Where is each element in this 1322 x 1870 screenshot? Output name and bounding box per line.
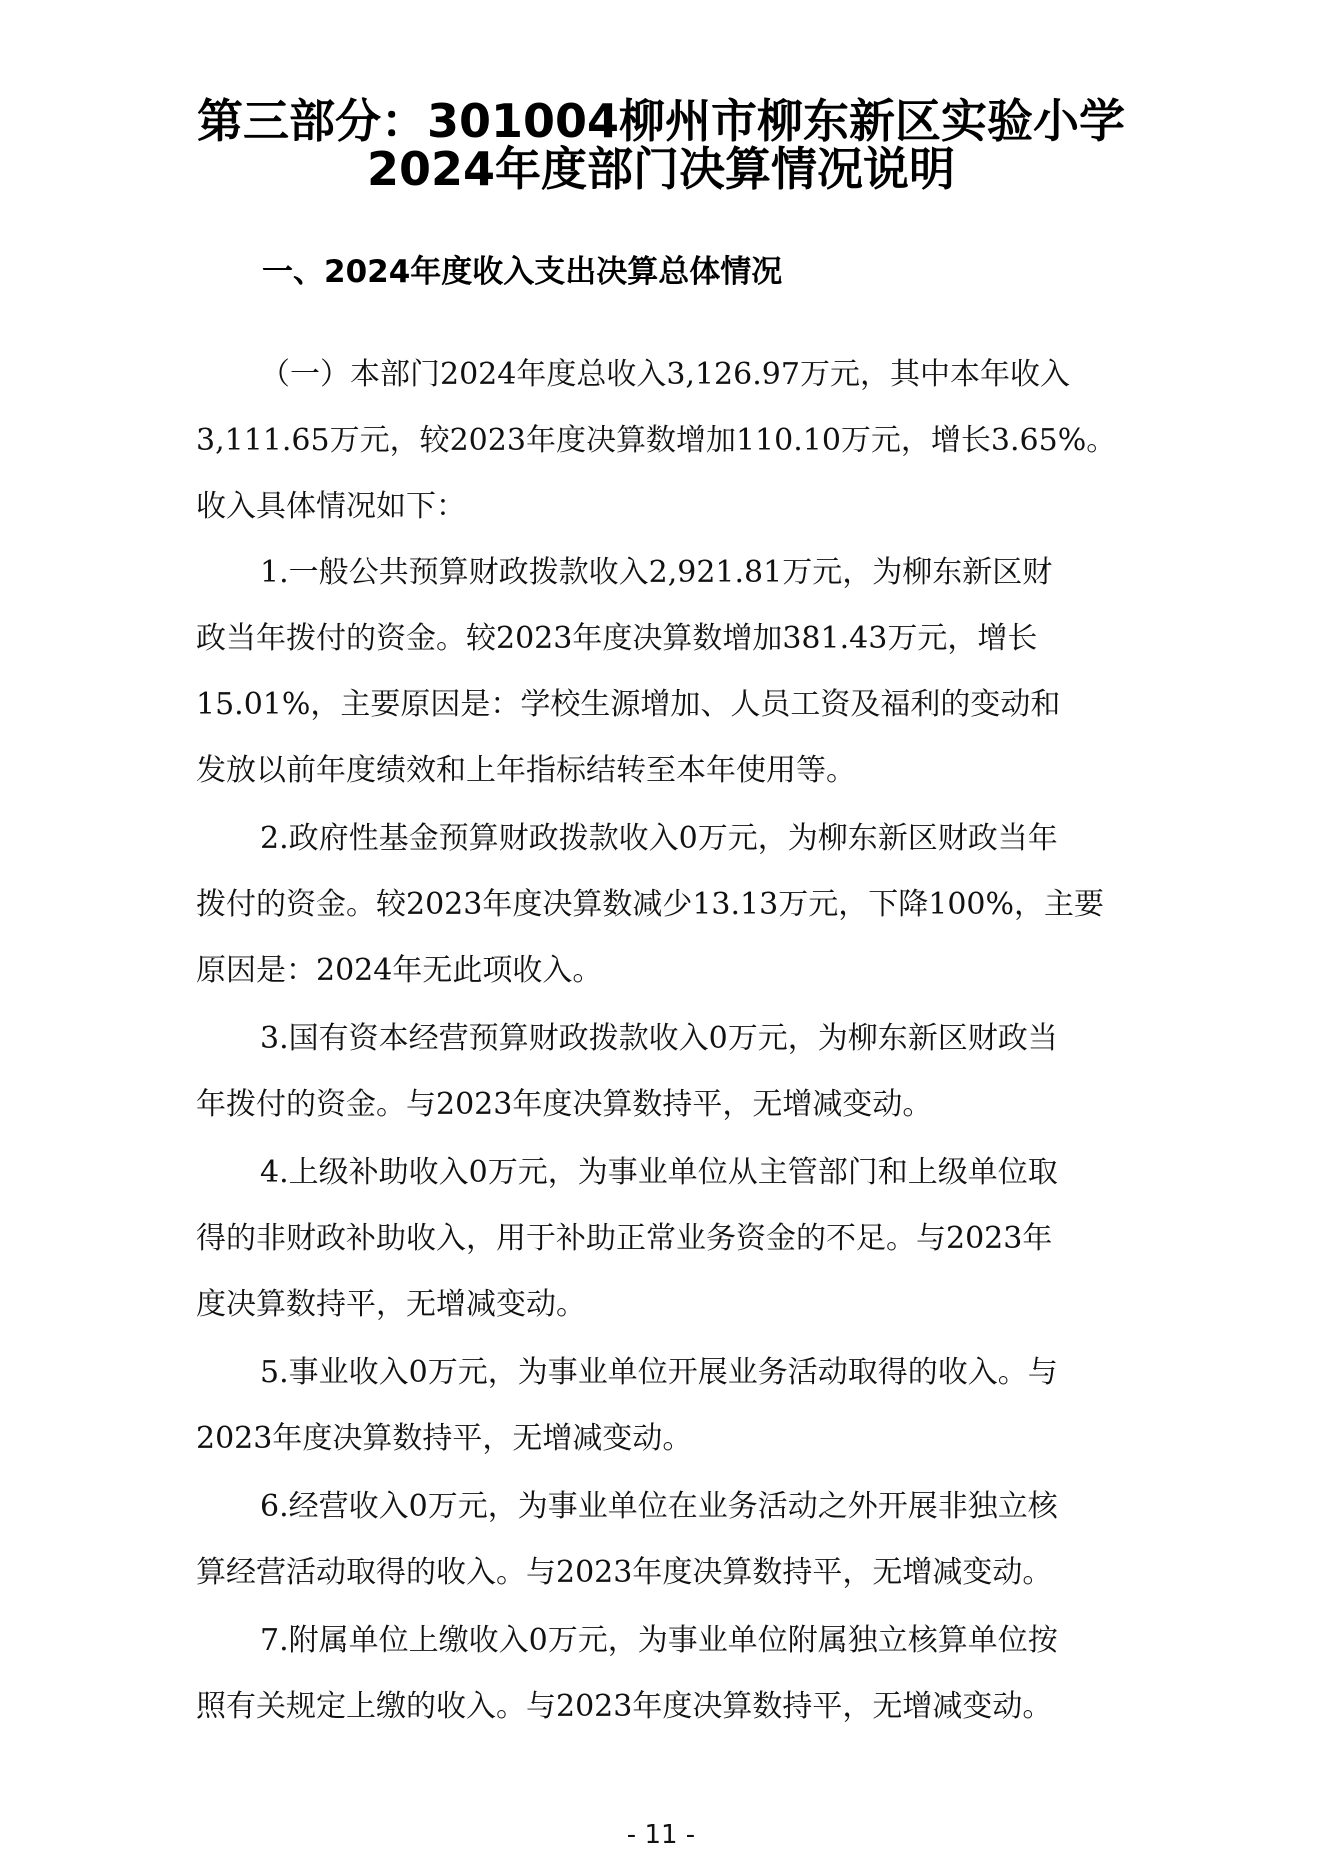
paragraph-line: 15.01%，主要原因是：学校生源增加、人员工资及福利的变动和 (196, 687, 1061, 722)
paragraph-line: 2023年度决算数持平，无增减变动。 (196, 1421, 693, 1456)
paragraph-line: （一）本部门2024年度总收入3,126.97万元，其中本年收入 (260, 357, 1070, 392)
paragraph-line: 度决算数持平，无增减变动。 (196, 1287, 586, 1322)
paragraph-line: 发放以前年度绩效和上年指标结转至本年使用等。 (196, 753, 856, 788)
document-title-line-2: 2024年度部门决算情况说明 (366, 142, 956, 196)
paragraph-item-7 (196, 1608, 1146, 1740)
section-heading: 一、2024年度收入支出决算总体情况 (262, 254, 783, 290)
paragraph-item-5 (196, 1340, 1146, 1472)
document-title-line-1: 第三部分：301004柳州市柳东新区实验小学 (196, 94, 1126, 148)
paragraph-line: 2.政府性基金预算财政拨款收入0万元，为柳东新区财政当年 (260, 821, 1058, 856)
paragraph-line: 7.附属单位上缴收入0万元，为事业单位附属独立核算单位按 (260, 1623, 1058, 1658)
page-number: - 11 - (626, 1820, 696, 1850)
paragraph-line: 收入具体情况如下： (196, 489, 466, 524)
paragraph-intro (196, 342, 1146, 540)
paragraph-line: 年拨付的资金。与2023年度决算数持平，无增减变动。 (196, 1087, 933, 1122)
paragraph-item-3 (196, 1006, 1146, 1138)
paragraph-item-2 (196, 806, 1146, 1004)
paragraph-item-4 (196, 1140, 1146, 1338)
paragraph-line: 原因是：2024年无此项收入。 (196, 953, 603, 988)
paragraph-line: 5.事业收入0万元，为事业单位开展业务活动取得的收入。与 (260, 1355, 1058, 1390)
paragraph-line: 算经营活动取得的收入。与2023年度决算数持平，无增减变动。 (196, 1555, 1053, 1590)
paragraph-line: 4.上级补助收入0万元，为事业单位从主管部门和上级单位取 (260, 1155, 1058, 1190)
paragraph-line: 得的非财政补助收入，用于补助正常业务资金的不足。与2023年 (196, 1221, 1053, 1256)
paragraph-line: 3.国有资本经营预算财政拨款收入0万元，为柳东新区财政当 (260, 1021, 1058, 1056)
paragraph-line: 1.一般公共预算财政拨款收入2,921.81万元，为柳东新区财 (260, 555, 1053, 590)
paragraph-line: 照有关规定上缴的收入。与2023年度决算数持平，无增减变动。 (196, 1689, 1053, 1724)
paragraph-line: 拨付的资金。较2023年度决算数减少13.13万元，下降100%，主要 (196, 887, 1104, 922)
paragraph-line: 政当年拨付的资金。较2023年度决算数增加381.43万元，增长 (196, 621, 1038, 656)
paragraph-item-1 (196, 540, 1146, 804)
paragraph-line: 3,111.65万元，较2023年度决算数增加110.10万元，增长3.65%。 (196, 423, 1117, 458)
paragraph-line: 6.经营收入0万元，为事业单位在业务活动之外开展非独立核 (260, 1489, 1058, 1524)
paragraph-item-6 (196, 1474, 1146, 1606)
